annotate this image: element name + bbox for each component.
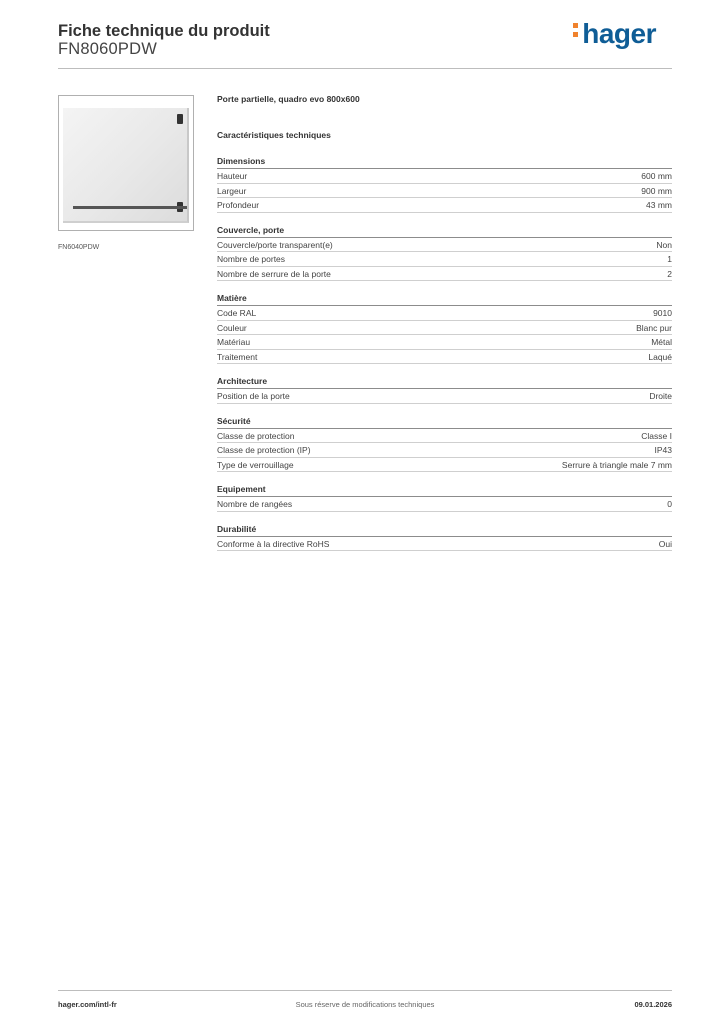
spec-row <box>217 252 672 267</box>
lock-icon <box>177 114 183 124</box>
spec-value: Classe I <box>641 430 672 441</box>
spec-group-title: Dimensions <box>217 156 672 169</box>
spec-group <box>217 376 672 404</box>
hager-logo <box>573 18 656 50</box>
spec-group-title: Architecture <box>217 376 672 389</box>
spec-row <box>217 389 672 404</box>
spec-group <box>217 484 672 512</box>
spec-group-title: Equipement <box>217 484 672 497</box>
spec-value: Non <box>656 239 672 250</box>
document-title: Fiche technique du produit <box>58 22 270 40</box>
footer-date: 09.01.2026 <box>634 1000 672 1009</box>
spec-value: 2 <box>667 268 672 279</box>
spec-row <box>217 238 672 253</box>
spec-row <box>217 267 672 282</box>
spec-row <box>217 497 672 512</box>
spec-groups <box>217 156 672 551</box>
spec-label: Couleur <box>217 322 247 333</box>
spec-label: Hauteur <box>217 171 248 181</box>
spec-label: Classe de protection (IP) <box>217 445 311 455</box>
spec-row <box>217 537 672 552</box>
spec-label: Traitement <box>217 351 258 362</box>
footer-disclaimer: Sous réserve de modifications techniques <box>295 1000 435 1009</box>
spec-group-title: Sécurité <box>217 416 672 429</box>
spec-label: Position de la porte <box>217 391 290 401</box>
spec-value: 600 mm <box>641 171 672 181</box>
spec-value: 9010 <box>653 308 672 318</box>
spec-label: Code RAL <box>217 308 257 318</box>
spec-label: Nombre de portes <box>217 254 286 264</box>
spec-label: Nombre de serrure de la porte <box>217 268 331 279</box>
spec-group <box>217 156 672 213</box>
image-caption: FN6040PDW <box>58 244 100 251</box>
spec-value: Métal <box>651 337 672 347</box>
spec-group <box>217 293 672 364</box>
spec-label: Couvercle/porte transparent(e) <box>217 239 333 250</box>
spec-row <box>217 306 672 321</box>
spec-group <box>217 524 672 552</box>
footer-website: hager.com/intl-fr <box>58 1000 117 1009</box>
spec-value: Serrure à triangle male 7 mm <box>561 459 672 470</box>
spec-value: Oui <box>658 538 672 549</box>
spec-value: IP43 <box>654 445 672 455</box>
spec-group <box>217 225 672 282</box>
spec-label: Profondeur <box>217 200 260 210</box>
spec-group-title: Matière <box>217 293 672 306</box>
spec-row <box>217 350 672 365</box>
spec-value: 0 <box>667 499 672 509</box>
spec-label: Classe de protection <box>217 430 295 441</box>
spec-label: Type de verrouillage <box>217 459 294 470</box>
spec-label: Largeur <box>217 185 247 196</box>
spec-group-title: Couvercle, porte <box>217 225 672 238</box>
spec-heading: Caractéristiques techniques <box>217 130 331 140</box>
spec-label: Conforme à la directive RoHS <box>217 538 330 549</box>
spec-row <box>217 169 672 184</box>
spec-row <box>217 443 672 458</box>
spec-value: 43 mm <box>646 200 672 210</box>
spec-row <box>217 184 672 199</box>
spec-row <box>217 458 672 473</box>
spec-value: Laqué <box>648 351 672 362</box>
door-edge-shadow <box>73 206 187 209</box>
spec-value: 1 <box>667 254 672 264</box>
spec-label: Nombre de rangées <box>217 499 293 509</box>
spec-row <box>217 321 672 336</box>
document-footer <box>58 990 672 1011</box>
header-divider <box>58 68 672 69</box>
spec-row <box>217 335 672 350</box>
product-image <box>58 95 194 231</box>
specification-table <box>217 94 672 551</box>
logo-text: hager <box>582 18 656 49</box>
product-reference: FN8060PDW <box>58 40 157 58</box>
spec-value: 900 mm <box>641 185 672 196</box>
spec-group <box>217 416 672 473</box>
spec-value: Blanc pur <box>636 322 672 333</box>
product-name: Porte partielle, quadro evo 800x600 <box>217 94 360 104</box>
logo-dots-icon <box>573 19 579 41</box>
spec-group-title: Durabilité <box>217 524 672 537</box>
document-header <box>58 20 672 70</box>
spec-row <box>217 429 672 444</box>
spec-label: Matériau <box>217 337 251 347</box>
spec-value: Droite <box>649 391 672 401</box>
spec-row <box>217 198 672 213</box>
